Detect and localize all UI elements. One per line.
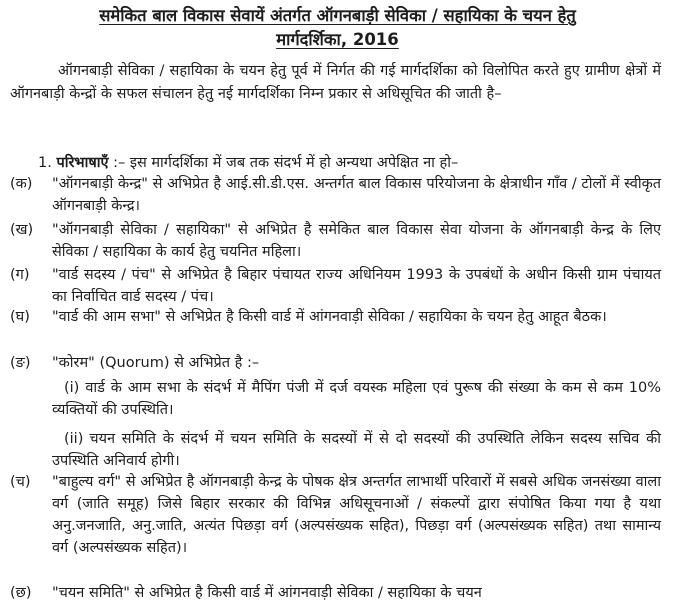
quorum-item-label: (i) xyxy=(64,380,80,396)
section-heading-text: :– इस मार्गदर्शिका में जब तक संदर्भ में हो अन्यथा अपेक्षित ना हो– xyxy=(113,155,459,171)
section-number: 1. xyxy=(38,155,52,171)
section-heading-label: परिभाषाएँ xyxy=(56,155,109,171)
definition-label: (ख) xyxy=(10,222,34,238)
title-line-2: मार्गदर्शिका, 2016 xyxy=(276,30,399,49)
definition-text: "वार्ड की आम सभा" से अभिप्रेत है किसी वार्ड में आंगनवाड़ी सेविका / सहायिका के चयन हेतु आहूत बैठक। xyxy=(52,309,607,325)
definition-text: "ऑगनबाड़ी केन्द्र" से अभिप्रेत है आई.सी.डी.एस. अन्तर्गत बाल विकास परियोजना के क्षेत्राधीन गाँव / टोलों में स्वीकृत ऑगनबाड़ी केन्द्र। xyxy=(52,176,661,214)
definition-label: (घ) xyxy=(10,309,30,325)
title-line-1: समेकित बाल विकास सेवायें अंतर्गत ऑगनबाड़ी सेविका / सहायिका के चयन हेतु xyxy=(99,6,576,25)
intro-paragraph: ऑगनबाड़ी सेविका / सहायिका के चयन हेतु पूर्व में निर्गत की गई मार्गदर्शिका को विलोपित करते हुए ग्रामीण क्षेत्रों में ऑगनबाड़ी केन्द्रों के सफल संचालन हेतु नई मार्गदर्शिका निम्न प्रकार से अधिसूचित की जाती है– xyxy=(10,63,661,102)
definition-text: "कोरम" (Quorum) से अभिप्रेत है :– xyxy=(52,355,260,371)
quorum-item xyxy=(52,377,661,421)
document-title xyxy=(0,4,675,52)
definition-text: "बाहुल्य वर्ग" से अभिप्रेत है ऑगनबाड़ी केन्द्र के पोषक क्षेत्र अन्तर्गत लाभार्थी परिवारों में सबसे अधिक जनसंख्या वाला वर्ग (जाति समूह) जिसे बिहार सरकार की विभिन्न अधिसूचनाओं / संकल्पों द्वारा संपोषित किया गया है यथा अनु.जनजाति, अनु.जाति, अत्यंत पिछड़ा वर्ग (अल्पसंख्यक सहित), पिछड़ा वर्ग (अल्पसंख्यक सहित) तथा सामान्य वर्ग (अल्पसंख्यक सहित)। xyxy=(52,474,661,556)
definition-label: (च) xyxy=(10,474,31,490)
definition-label: (क) xyxy=(10,176,33,192)
definition-text: "वार्ड सदस्य / पंच" से अभिप्रेत है बिहार पंचायत राज्य अधिनियम 1993 के उपबंधों के अधीन किसी ग्राम पंचायत का निर्वाचित वार्ड सदस्य / पंच। xyxy=(52,267,661,305)
definition-label: (ग) xyxy=(10,267,30,283)
quorum-item-text: चयन समिति के संदर्भ में चयन समिति के सदस्यों में से दो सदस्यों की उपस्थिति लेकिन सदस्य सचिव की उपस्थिति अनिवार्य होगी। xyxy=(52,431,661,469)
section-heading xyxy=(38,152,458,174)
quorum-item-text: वार्ड के आम सभा के संदर्भ में मैपिंग पंजी में दर्ज वयस्क महिला एवं पुरूष की संख्या के कम से कम 10% व्यक्तियों की उपस्थिति। xyxy=(52,380,661,418)
definition-label: (ङ) xyxy=(10,355,31,371)
quorum-item-label: (ii) xyxy=(64,431,84,447)
quorum-item xyxy=(52,428,661,472)
definition-label: (छ) xyxy=(10,585,32,601)
definition-text: "ऑगनबाड़ी सेविका / सहायिका" से अभिप्रेत है समेकित बाल विकास सेवा योजना के ऑगनबाड़ी केन्द्र के लिए सेविका / सहायिका के कार्य हेतु चयनित महिला। xyxy=(52,222,661,260)
definition-text: "चयन समिति" से अभिप्रेत है किसी वार्ड में आंगनवाड़ी सेविका / सहायिका के चयन xyxy=(52,585,482,601)
